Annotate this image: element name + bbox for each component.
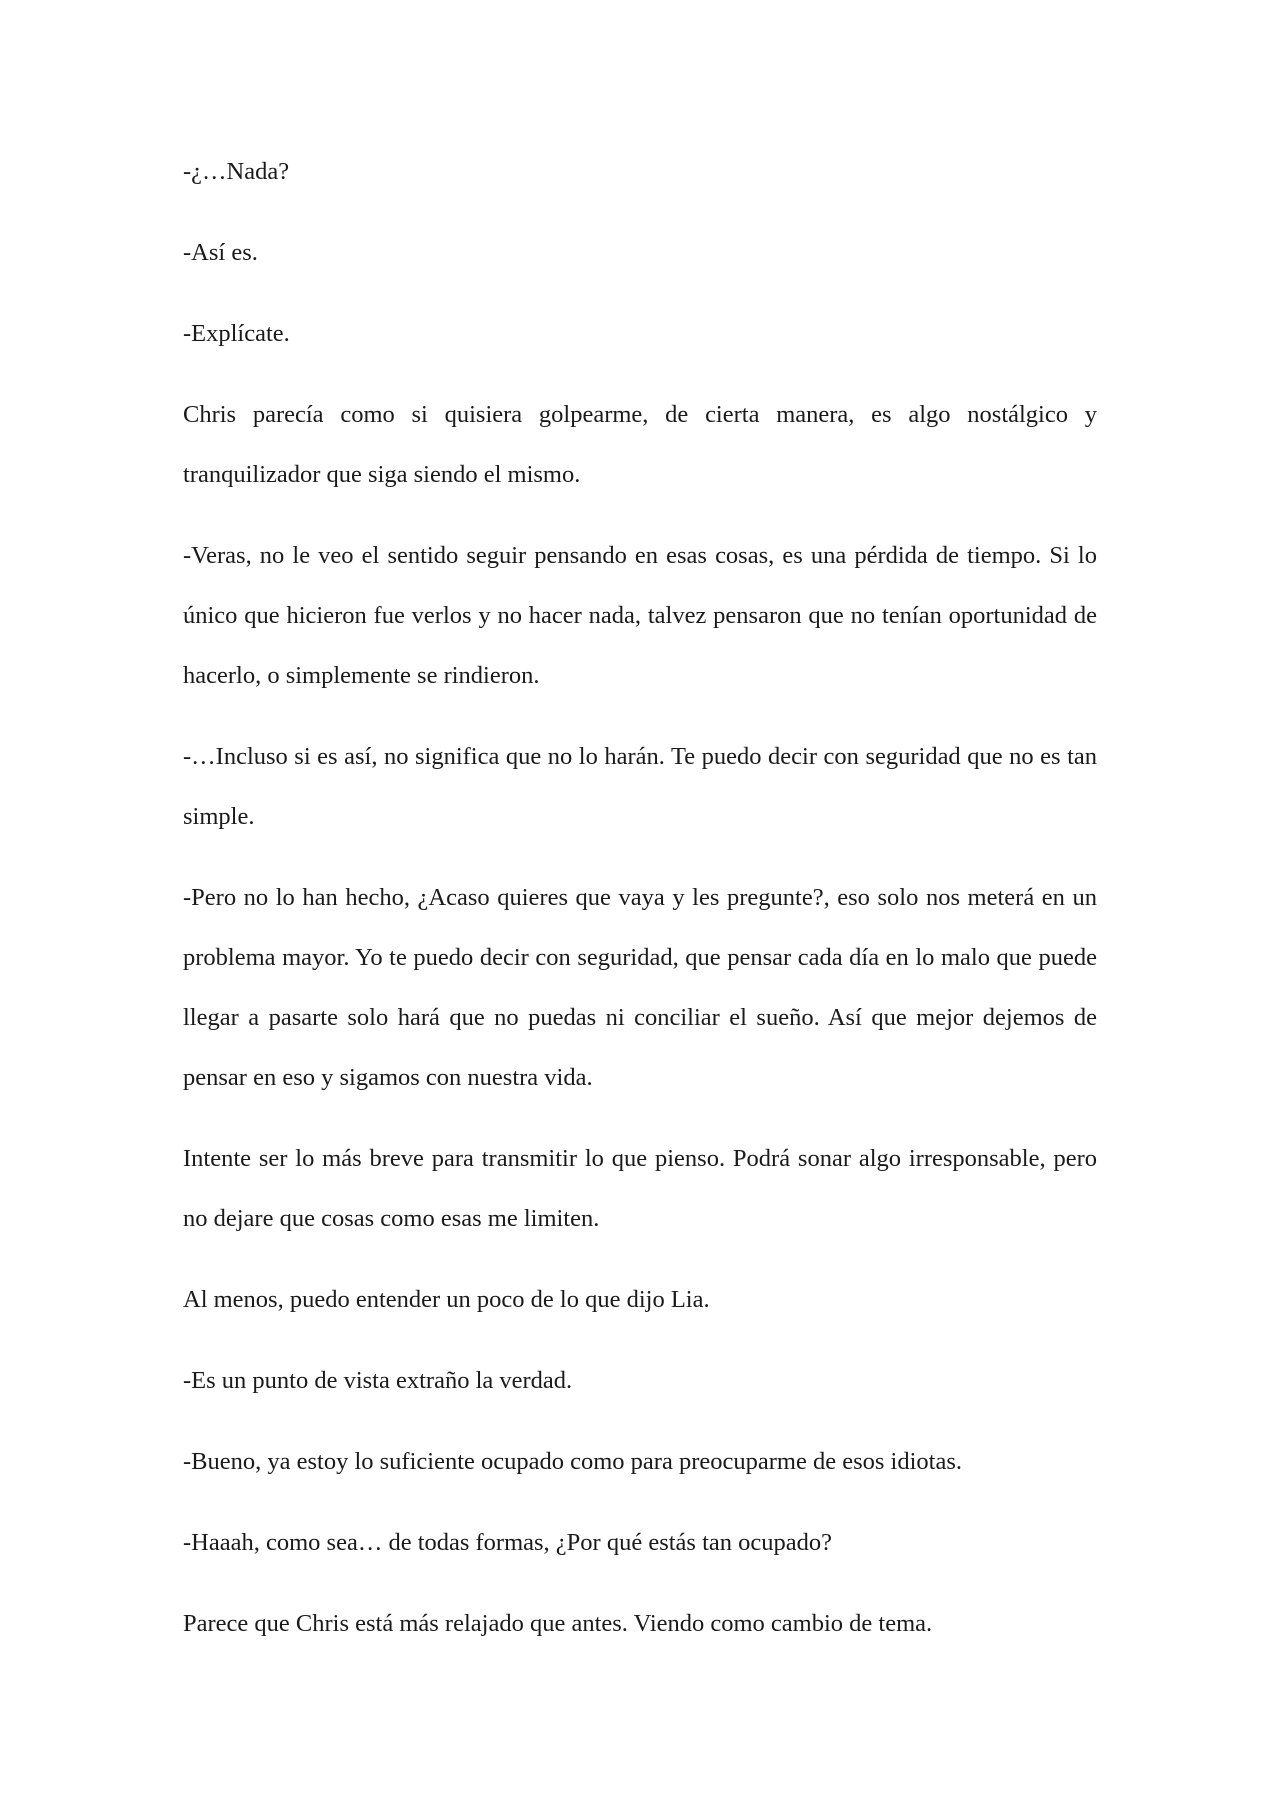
paragraph: -Bueno, ya estoy lo suficiente ocupado como para preocuparme de esos idiotas. [183,1448,962,1475]
paragraph: Intente ser lo más breve para transmitir lo que pienso. Podrá sonar algo irresponsable, pero no dejare que cosas como esas me limiten. [183,1145,1097,1232]
paragraph: -Pero no lo han hecho, ¿Acaso quieres que vaya y les pregunte?, eso solo nos meterá en un problema mayor. Yo te puedo decir con seguridad, que pensar cada día en lo malo que puede llegar a pasarte solo hará que no puedas ni conciliar el sueño. Así que mejor dejemos de pensar en eso y sigamos con nuestra vida. [183,884,1097,1091]
paragraph: -Veras, no le veo el sentido seguir pensando en esas cosas, es una pérdida de tiempo. Si lo único que hicieron fue verlos y no hacer nada, talvez pensaron que no tenían oportunidad de hacerlo, o simplemente se rindieron. [183,542,1097,689]
paragraph: -Explícate. [183,320,290,347]
paragraph: Chris parecía como si quisiera golpearme, de cierta manera, es algo nostálgico y tranquilizador que siga siendo el mismo. [183,401,1097,488]
paragraph: -¿…Nada? [183,158,290,185]
paragraph: Al menos, puedo entender un poco de lo que dijo Lia. [183,1286,710,1313]
paragraph: Parece que Chris está más relajado que antes. Viendo como cambio de tema. [183,1610,933,1637]
paragraph: -…Incluso si es así, no significa que no lo harán. Te puedo decir con seguridad que no es tan simple. [183,743,1097,830]
paragraph: -Así es. [183,239,258,266]
paragraph: -Es un punto de vista extraño la verdad. [183,1367,573,1394]
paragraph: -Haaah, como sea… de todas formas, ¿Por qué estás tan ocupado? [183,1529,833,1556]
body-text [183,142,1097,1675]
